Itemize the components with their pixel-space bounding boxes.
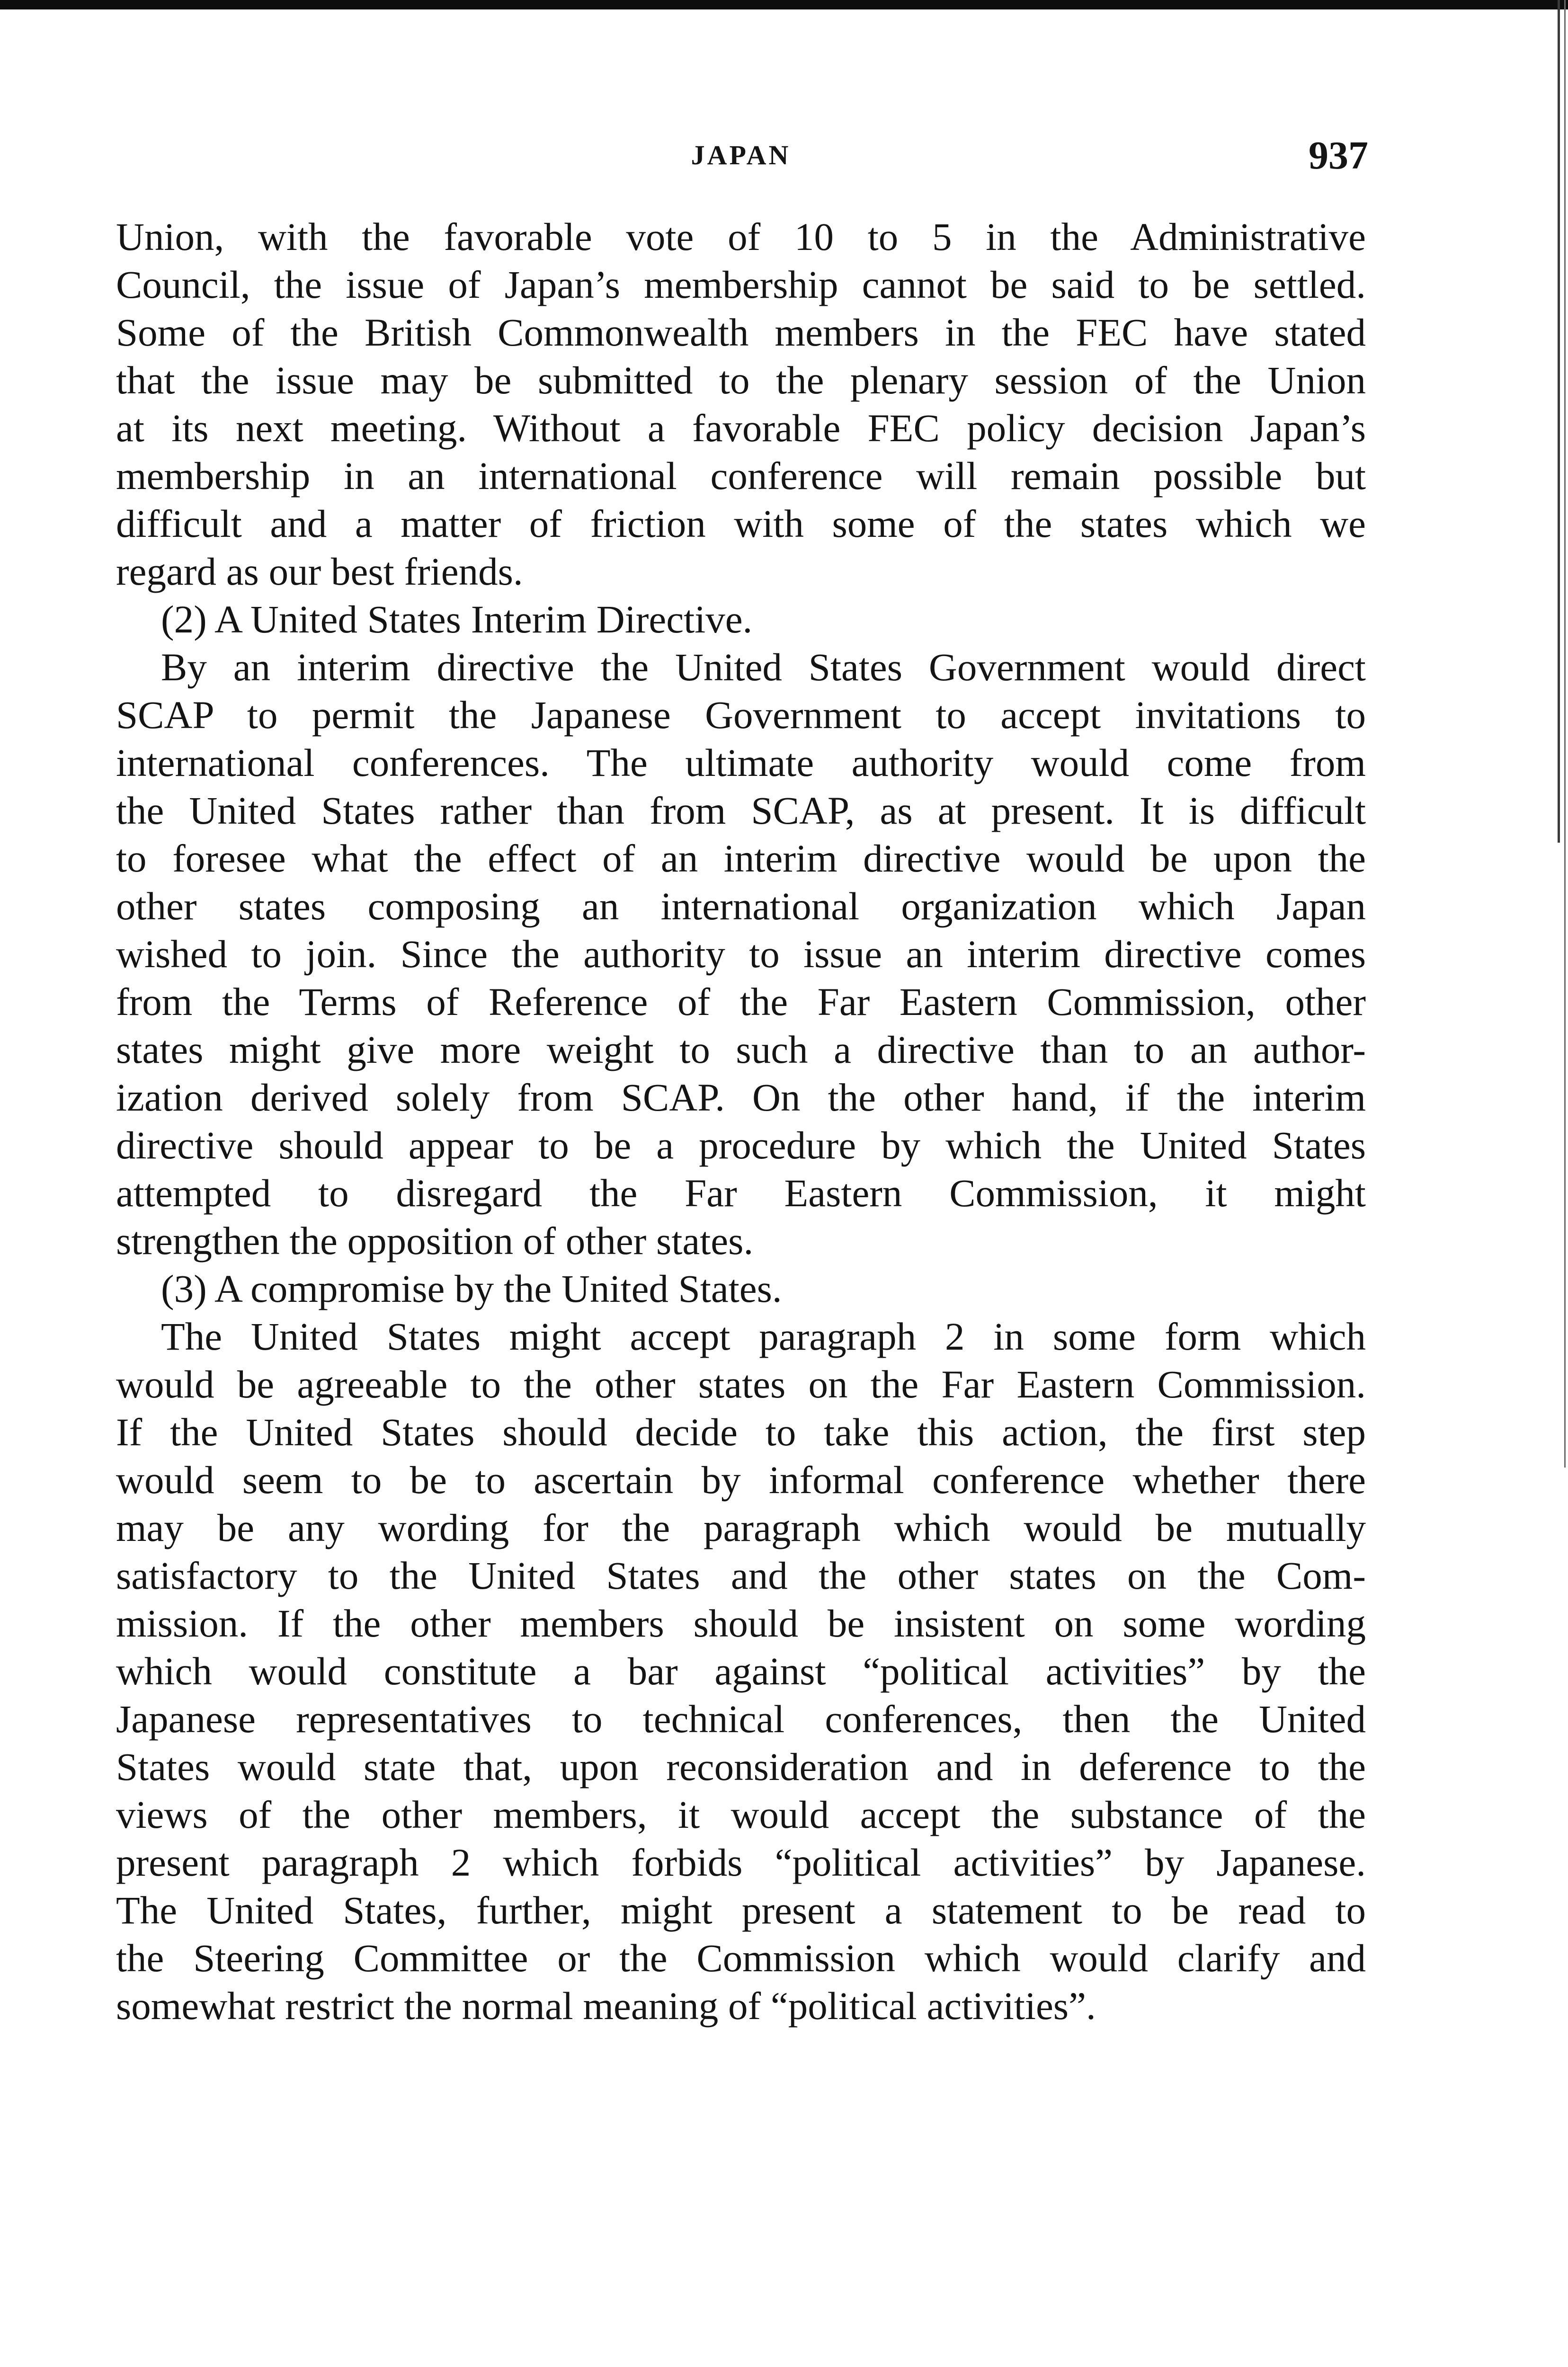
text-line: regard as our best friends. (116, 550, 523, 593)
text-line: (2) A United States Interim Directive. (161, 597, 753, 641)
text-line: other states composing an international organization which Japan (116, 884, 1366, 928)
top-scan-border (0, 0, 1568, 9)
running-head-title: JAPAN (691, 140, 791, 170)
text-line: ization derived solely from SCAP. On the other hand, if the interim (116, 1076, 1366, 1119)
text-line: from the Terms of Reference of the Far Eastern Commission, other (116, 980, 1366, 1023)
right-scan-border (1558, 0, 1560, 843)
text-line: Union, with the favorable vote of 10 to 5 in the Administrative (116, 215, 1366, 258)
text-line: would seem to be to ascertain by informal conference whether there (116, 1458, 1366, 1502)
text-line: strengthen the opposition of other states. (116, 1219, 754, 1263)
text-line: The United States, further, might present a statement to be read to (116, 1888, 1366, 1932)
text-line: SCAP to permit the Japanese Government to accept invitations to (116, 693, 1366, 737)
text-line: Some of the British Commonwealth members in the FEC have stated (116, 311, 1366, 354)
text-line: The United States might accept paragraph 2 in some form which (161, 1315, 1366, 1358)
text-line: States would state that, upon reconsideration and in deference to the (116, 1745, 1366, 1789)
text-line: wished to join. Since the authority to issue an interim directive comes (116, 932, 1366, 976)
text-line: that the issue may be submitted to the plenary session of the Union (116, 358, 1366, 402)
body-text (116, 213, 1366, 2030)
text-line: present paragraph 2 which forbids “political activities” by Japanese. (116, 1841, 1366, 1884)
text-line: states might give more weight to such a directive than to an author- (116, 1028, 1366, 1071)
text-line: membership in an international conference will remain possible but (116, 454, 1366, 498)
text-line: Council, the issue of Japan’s membership cannot be said to be settled. (116, 263, 1366, 306)
text-line: would be agreeable to the other states on the Far Eastern Commission. (116, 1362, 1366, 1406)
text-line: the Steering Committee or the Commission which would clarify and (116, 1936, 1366, 1980)
text-line: directive should appear to be a procedure by which the United States (116, 1123, 1366, 1167)
text-line: If the United States should decide to take this action, the first step (116, 1410, 1366, 1454)
text-line: attempted to disregard the Far Eastern Commission, it might (116, 1171, 1366, 1215)
text-line: Japanese representatives to technical conferences, then the United (116, 1697, 1366, 1741)
running-head (114, 133, 1368, 180)
text-line: which would constitute a bar against “political activities” by the (116, 1649, 1366, 1693)
text-line: to foresee what the effect of an interim directive would be upon the (116, 836, 1366, 880)
text-line: difficult and a matter of friction with some of the states which we (116, 502, 1366, 545)
text-line: By an interim directive the United States Government would direct (161, 645, 1366, 689)
right-scan-edge (1564, 0, 1566, 1468)
text-line: (3) A compromise by the United States. (161, 1267, 782, 1310)
text-line: international conferences. The ultimate authority would come from (116, 741, 1366, 784)
text-line: mission. If the other members should be insistent on some wording (116, 1602, 1366, 1645)
text-line: at its next meeting. Without a favorable FEC policy decision Japan’s (116, 406, 1366, 450)
text-line: may be any wording for the paragraph which would be mutually (116, 1506, 1366, 1549)
text-line: satisfactory to the United States and the other states on the Com- (116, 1554, 1366, 1597)
page-number: 937 (1309, 133, 1368, 178)
text-line: somewhat restrict the normal meaning of “political activities”. (116, 1984, 1096, 2028)
text-line: views of the other members, it would accept the substance of the (116, 1793, 1366, 1836)
text-line: the United States rather than from SCAP, as at present. It is difficult (116, 789, 1366, 832)
